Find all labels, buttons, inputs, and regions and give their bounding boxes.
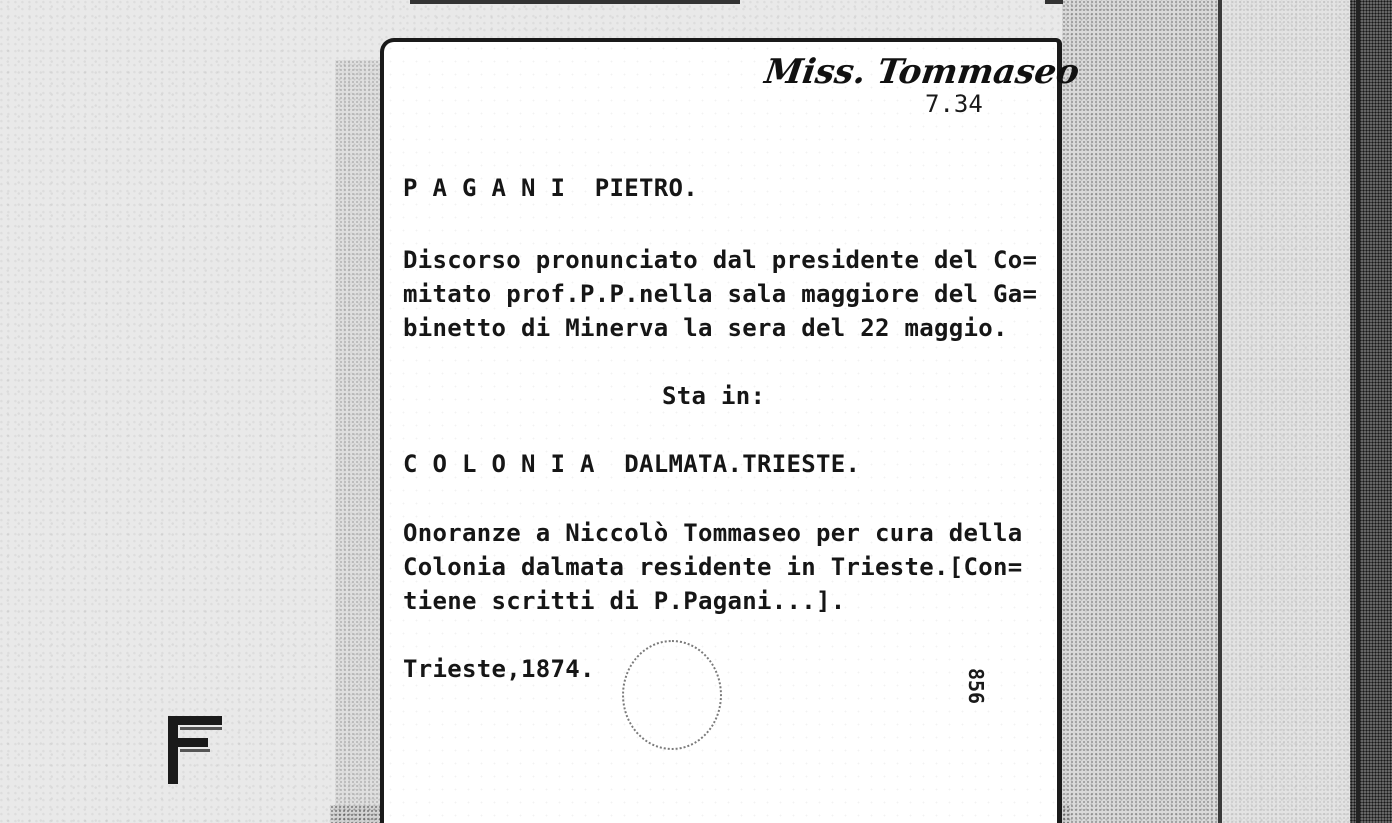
circle-stamp-icon — [622, 640, 722, 750]
description-line-2: mitato prof.P.P.nella sala maggiore del Ga= — [403, 280, 1038, 308]
author-heading: P A G A N I PIETRO. — [403, 174, 698, 202]
content-line-1: Onoranze a Niccolò Tommaseo per cura della — [403, 519, 1023, 547]
description-line-1: Discorso pronunciato dal presidente del Co= — [403, 246, 1038, 274]
sta-in-label: Sta in: — [662, 382, 766, 410]
content-line-2: Colonia dalmata residente in Trieste.[Con= — [403, 553, 1023, 581]
shelfmark-number: 7.34 — [925, 90, 983, 118]
content-line-3: tiene scritti di P.Pagani...]. — [403, 587, 846, 615]
scan-noise-right — [1062, 0, 1222, 823]
handwritten-collection-note: Miss. Tommaseo — [762, 52, 1082, 92]
scan-edge-line-right — [1356, 0, 1360, 823]
scan-top-dash-right — [1045, 0, 1063, 4]
scan-noise-right-faint — [1222, 0, 1352, 823]
side-inventory-number: 856 — [964, 667, 989, 705]
scan-edge-line — [1218, 0, 1222, 823]
imprint-place-date: Trieste,1874. — [403, 655, 595, 683]
description-line-3: binetto di Minerva la sera del 22 maggio. — [403, 314, 1008, 342]
collection-title: C O L O N I A DALMATA.TRIESTE. — [403, 450, 861, 478]
scan-top-dash — [410, 0, 740, 4]
f-letter-mark-icon — [168, 712, 226, 784]
